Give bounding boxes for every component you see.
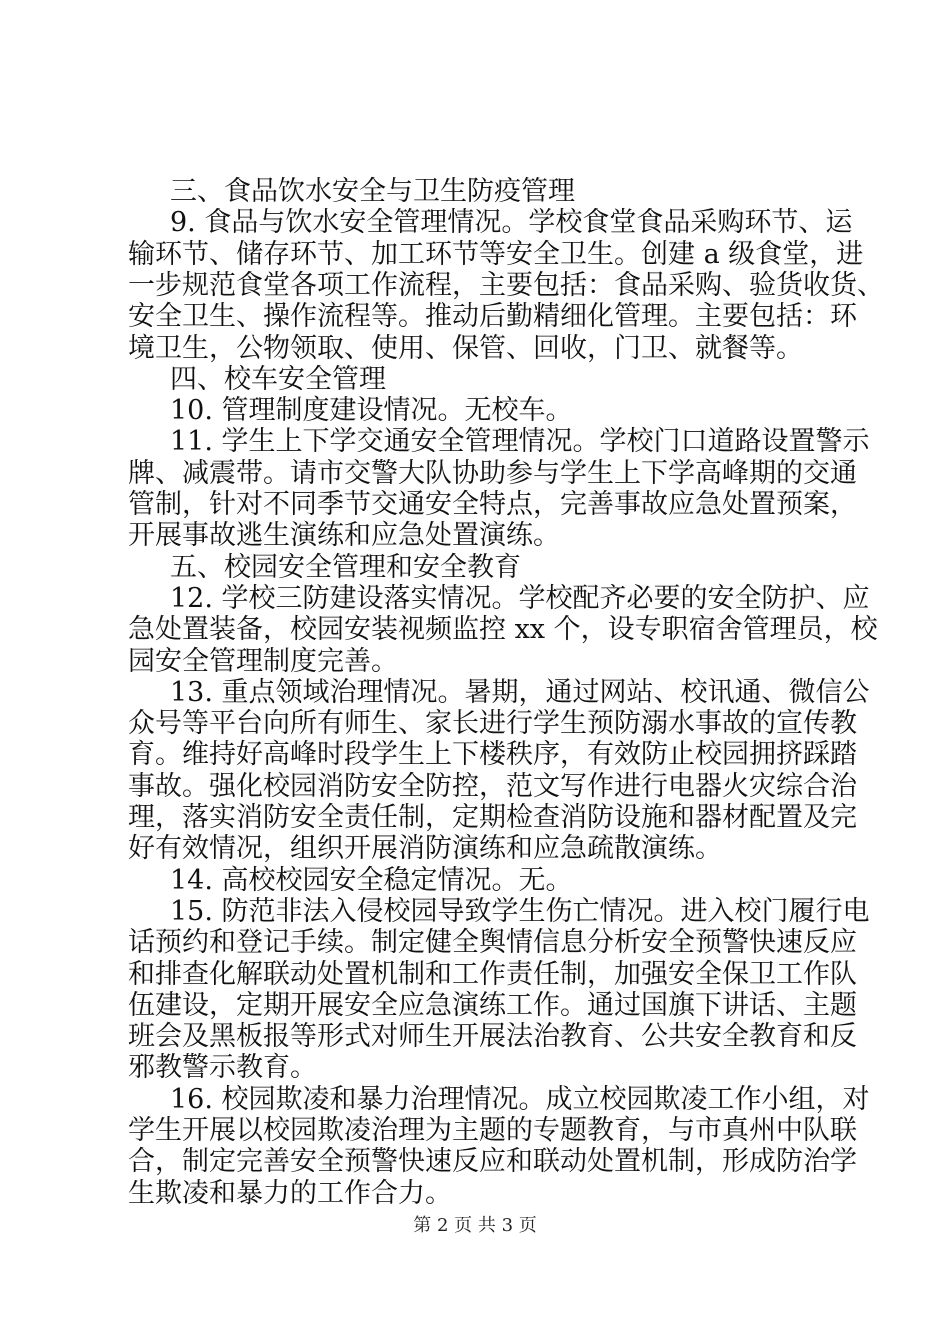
- paragraph-line: 输环节、储存环节、加工环节等安全卫生。创建 a 级食堂，进: [128, 239, 864, 270]
- paragraph-line: 学生开展以校园欺凌治理为主题的专题教育，与市真州中队联: [128, 1115, 857, 1146]
- section-heading-campus-safety: 五、校园安全管理和安全教育: [170, 552, 521, 583]
- paragraph-line: 和排查化解联动处置机制和工作责任制，加强安全保卫工作队: [128, 959, 857, 990]
- paragraph-line: 育。维持好高峰时段学生上下楼秩序，有效防止校园拥挤踩踏: [128, 739, 857, 770]
- paragraph-line: 牌、减震带。请市交警大队协助参与学生上下学高峰期的交通: [128, 458, 857, 489]
- paragraph-line: 众号等平台向所有师生、家长进行学生预防溺水事故的宣传教: [128, 708, 857, 739]
- paragraph-line: 13. 重点领域治理情况。暑期，通过网站、校讯通、微信公: [170, 677, 870, 708]
- paragraph-line: 好有效情况，组织开展消防演练和应急疏散演练。: [128, 833, 722, 864]
- paragraph-line: 一步规范食堂各项工作流程，主要包括：食品采购、验货收货、: [128, 270, 884, 301]
- section-heading-food-safety: 三、食品饮水安全与卫生防疫管理: [170, 176, 575, 207]
- paragraph-line: 15. 防范非法入侵校园导致学生伤亡情况。进入校门履行电: [170, 896, 870, 927]
- paragraph-line: 班会及黑板报等形式对师生开展法治教育、公共安全教育和反: [128, 1021, 857, 1052]
- paragraph-line: 急处置装备，校园安装视频监控 xx 个，设专职宿舍管理员，校: [128, 614, 878, 645]
- page-number-footer: 第 2 页 共 3 页: [413, 1215, 537, 1236]
- paragraph-line: 10. 管理制度建设情况。无校车。: [170, 395, 573, 426]
- paragraph-line: 理，落实消防安全责任制，定期检查消防设施和器材配置及完: [128, 802, 857, 833]
- paragraph-line: 事故。强化校园消防安全防控，范文写作进行电器火灾综合治: [128, 771, 857, 802]
- paragraph-line: 安全卫生、操作流程等。推动后勤精细化管理。主要包括：环: [128, 301, 857, 332]
- paragraph-line: 14. 高校校园安全稳定情况。无。: [170, 865, 573, 896]
- paragraph-line: 伍建设，定期开展安全应急演练工作。通过国旗下讲话、主题: [128, 990, 857, 1021]
- paragraph-line: 16. 校园欺凌和暴力治理情况。成立校园欺凌工作小组，对: [170, 1084, 870, 1115]
- section-heading-school-bus: 四、校车安全管理: [170, 364, 386, 395]
- paragraph-line: 生欺凌和暴力的工作合力。: [128, 1178, 452, 1209]
- paragraph-line: 合，制定完善安全预警快速反应和联动处置机制，形成防治学: [128, 1146, 857, 1177]
- paragraph-line: 11. 学生上下学交通安全管理情况。学校门口道路设置警示: [170, 426, 870, 457]
- paragraph-line: 境卫生，公物领取、使用、保管、回收，门卫、就餐等。: [128, 333, 803, 364]
- paragraph-line: 12. 学校三防建设落实情况。学校配齐必要的安全防护、应: [170, 583, 870, 614]
- paragraph-line: 9. 食品与饮水安全管理情况。学校食堂食品采购环节、运: [170, 207, 853, 238]
- paragraph-line: 园安全管理制度完善。: [128, 646, 398, 677]
- paragraph-line: 话预约和登记手续。制定健全舆情信息分析安全预警快速反应: [128, 927, 857, 958]
- paragraph-line: 开展事故逃生演练和应急处置演练。: [128, 520, 560, 551]
- paragraph-line: 管制，针对不同季节交通安全特点，完善事故应急处置预案，: [128, 489, 857, 520]
- paragraph-line: 邪教警示教育。: [128, 1052, 317, 1083]
